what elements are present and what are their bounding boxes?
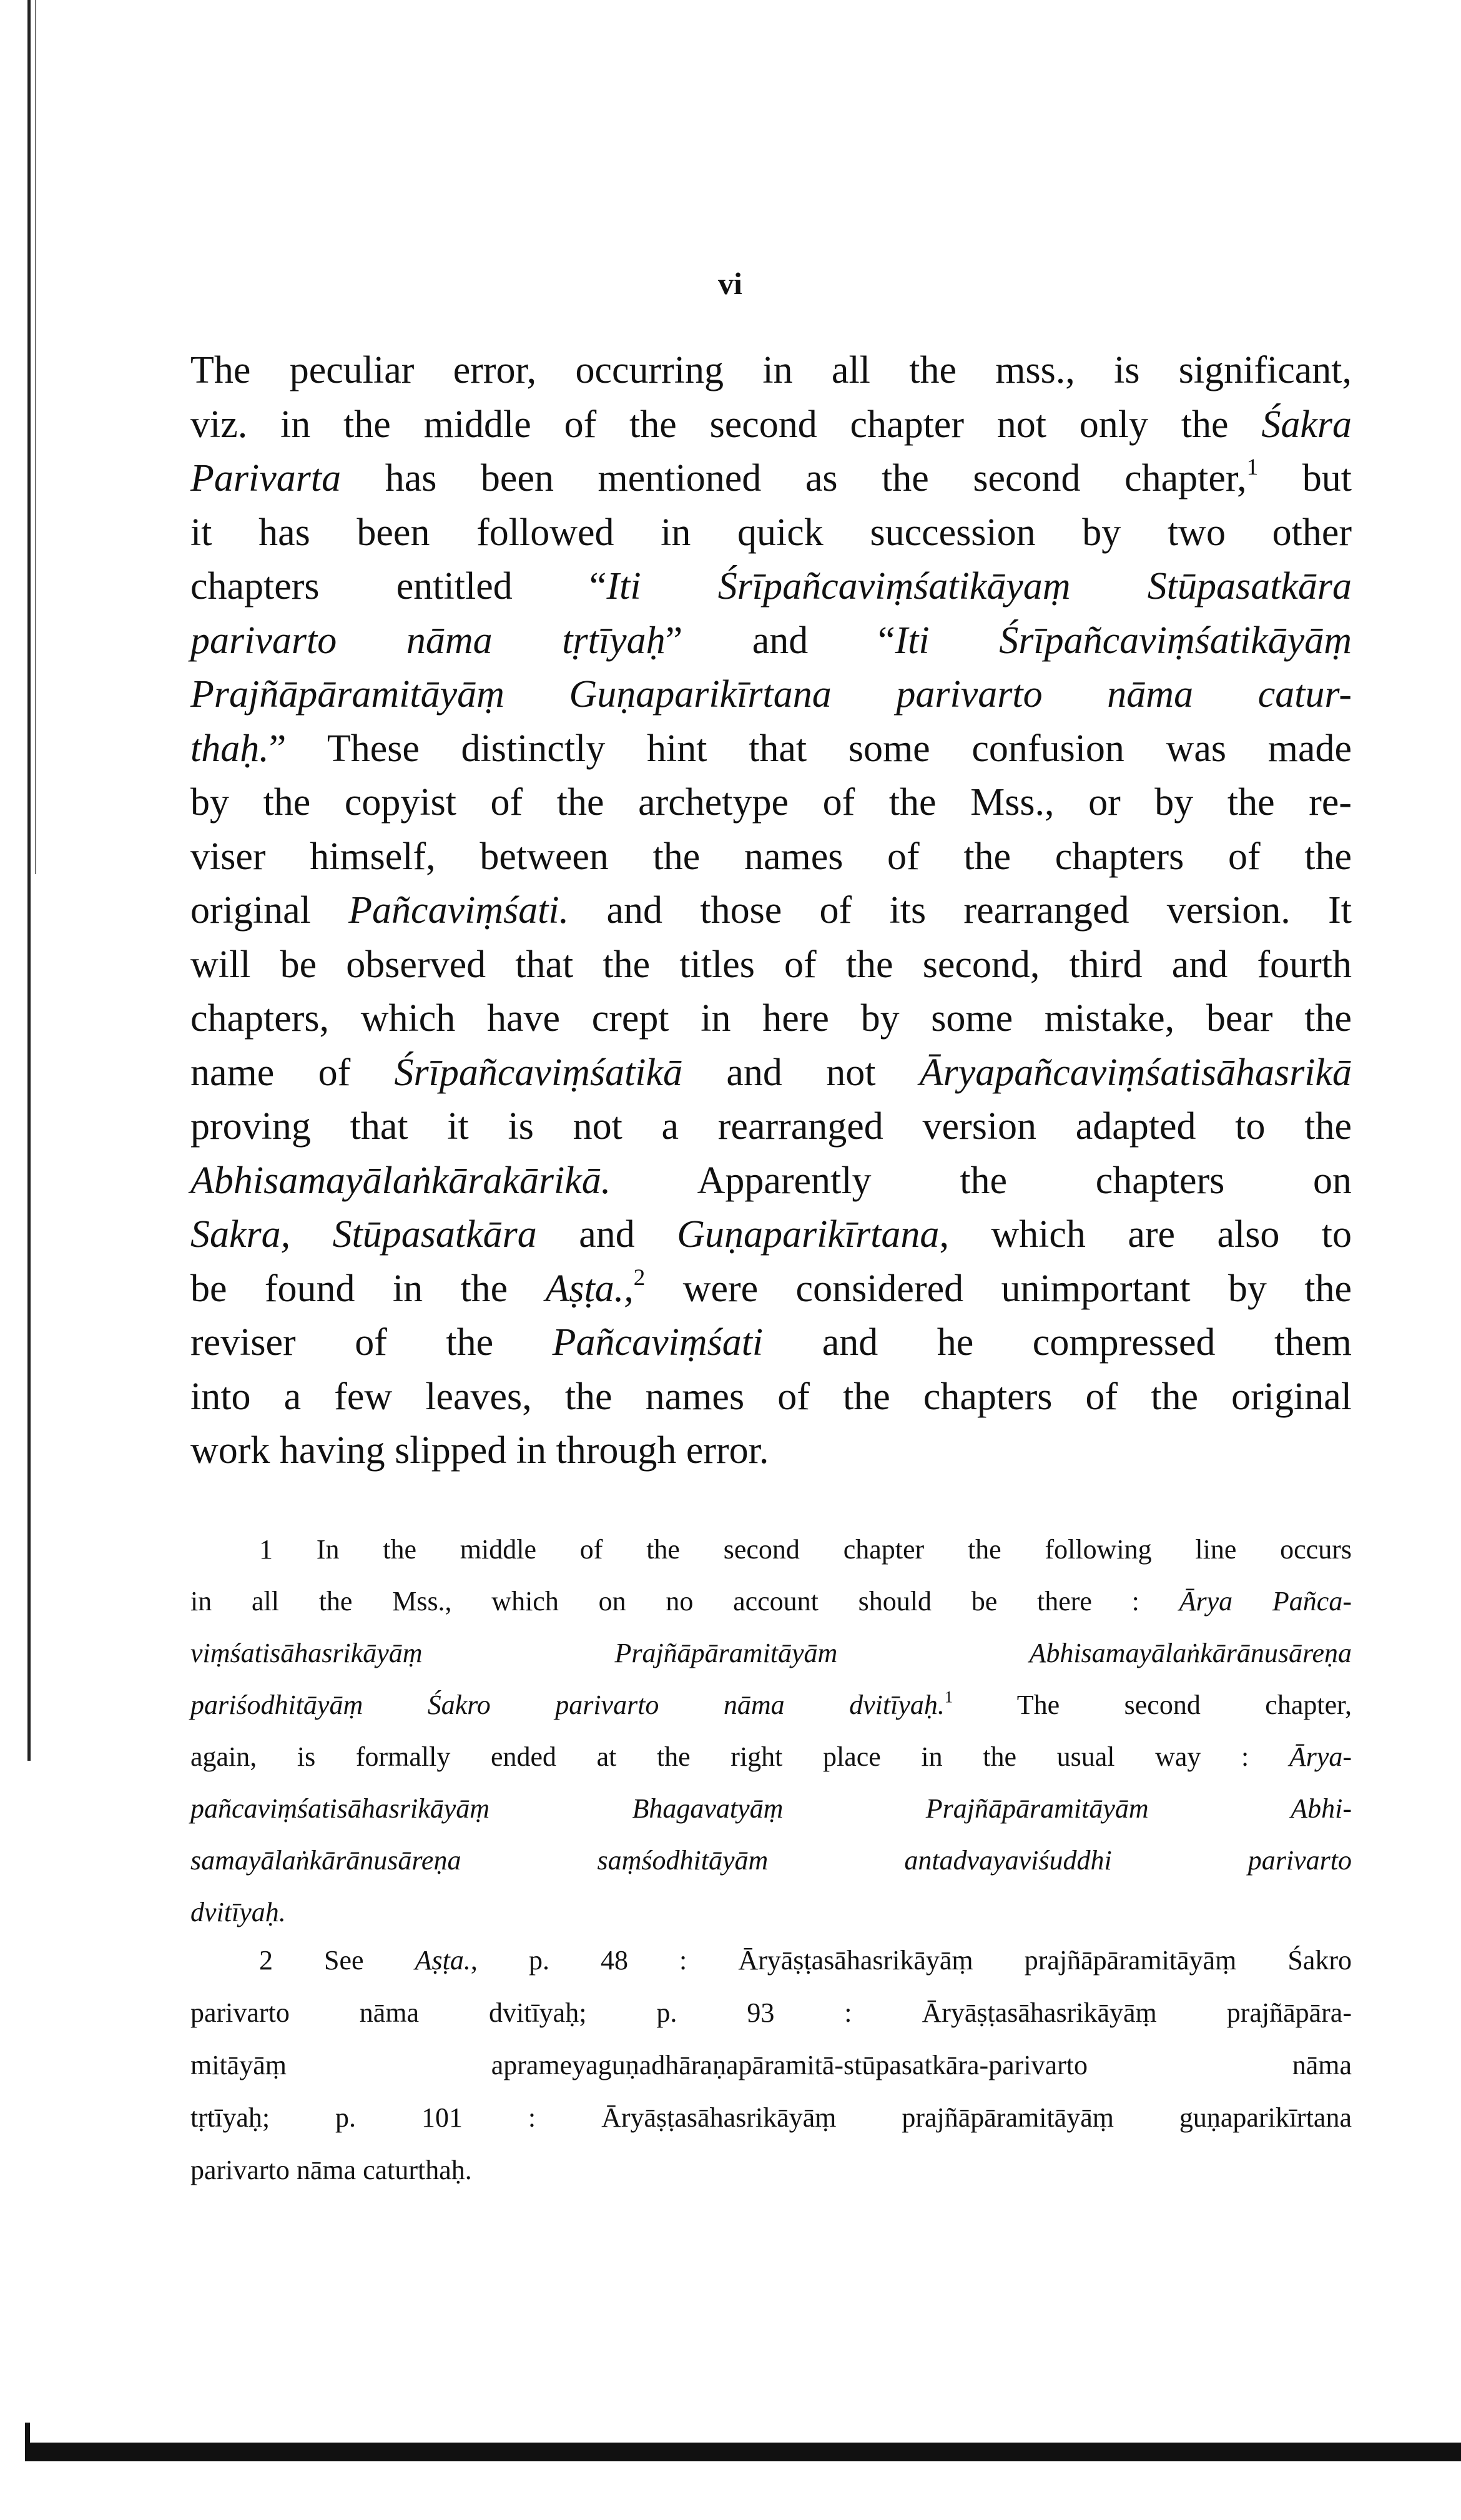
text-line bbox=[190, 1679, 1352, 1731]
text: tṛtīyaḥ; p. 101 : Āryāṣṭasāhasrikāyāṃ prajñāpāramitāyāṃ guṇaparikīrtana bbox=[190, 2102, 1352, 2133]
text-line bbox=[190, 722, 1352, 776]
text-line bbox=[190, 1783, 1352, 1834]
italic-text: thaḥ. bbox=[190, 727, 269, 770]
scan-left-edge-shadow bbox=[35, 0, 36, 874]
text-line bbox=[190, 614, 1352, 668]
italic-text: viṃśatisāhasrikāyāṃ Prajñāpāramitāyām Abhisamayālaṅkārānusāreṇa bbox=[190, 1638, 1352, 1668]
text: reviser of the bbox=[190, 1321, 553, 1364]
text-line bbox=[190, 1834, 1352, 1886]
text: were considered unimportant by the bbox=[645, 1267, 1352, 1310]
text: will be observed that the titles of the second, third and fourth bbox=[190, 943, 1352, 986]
text-line bbox=[190, 1575, 1352, 1627]
text-line bbox=[190, 2144, 1352, 2197]
text: viz. in the middle of the second chapter not only the bbox=[190, 403, 1262, 446]
text: , which are also to bbox=[939, 1213, 1352, 1256]
text-line bbox=[190, 506, 1352, 560]
italic-text: Prajñāpāramitāyāṃ Guṇaparikīrtana parivarto nāma catur- bbox=[190, 673, 1352, 716]
italic-text: samayālaṅkārānusāreṇa saṃśodhitāyām antadvayaviśuddhi parivarto bbox=[190, 1845, 1352, 1876]
text: The second chapter, bbox=[953, 1690, 1352, 1720]
text-line bbox=[190, 1316, 1352, 1370]
italic-text: Abhisamayālaṅkārakārikā. bbox=[190, 1159, 611, 1202]
text-line bbox=[190, 938, 1352, 992]
text: parivarto nāma dvitīyaḥ; p. 93 : Āryāṣṭasāhasrikāyāṃ prajñāpāra- bbox=[190, 1997, 1352, 2028]
text: and he compressed them bbox=[763, 1321, 1352, 1364]
text-line bbox=[190, 1523, 1352, 1575]
italic-text: parivarto nāma tṛtīyaḥ bbox=[190, 619, 666, 662]
page-number: vi bbox=[718, 266, 742, 301]
footnote-marker: 1 bbox=[1246, 454, 1259, 480]
text-line bbox=[190, 1262, 1352, 1316]
text: into a few leaves, the names of the chapters of the original bbox=[190, 1375, 1352, 1418]
text: by the copyist of the archetype of the Mss., or by the re- bbox=[190, 781, 1352, 824]
text: The peculiar error, occurring in all the mss., is significant, bbox=[190, 349, 1352, 391]
italic-text: Iti Śrīpañcaviṃśatikāyaṃ Stūpasatkāra bbox=[606, 565, 1352, 608]
text: ” These distinctly hint that some confusion was made bbox=[268, 727, 1352, 770]
text: chapters entitled “ bbox=[190, 565, 607, 608]
italic-text: Ārya- bbox=[1289, 1741, 1352, 1772]
text: proving that it is not a rearranged version adapted to the bbox=[190, 1105, 1352, 1148]
text-line bbox=[190, 992, 1352, 1046]
text: and those of its rearranged version. It bbox=[569, 889, 1352, 932]
text: and not bbox=[682, 1051, 920, 1094]
italic-text: Śakra bbox=[1261, 403, 1352, 446]
footnote-1 bbox=[190, 1523, 1352, 1938]
text: it has been followed in quick succession by two other bbox=[190, 511, 1352, 554]
text: original bbox=[190, 889, 349, 932]
footnote-2 bbox=[190, 1934, 1352, 2197]
italic-text: Śrīpañcaviṃśatikā bbox=[394, 1051, 683, 1094]
italic-text: Pañcaviṃśati. bbox=[348, 889, 569, 932]
text-line bbox=[190, 1046, 1352, 1100]
text-line bbox=[190, 1731, 1352, 1783]
scan-left-edge bbox=[27, 0, 31, 1761]
italic-text: pariśodhitāyāṃ Śakro parivarto nāma dvitīyaḥ. bbox=[190, 1690, 945, 1720]
italic-text: Ārya Pañca- bbox=[1179, 1586, 1352, 1617]
text: in all the Mss., which on no account should be there : bbox=[190, 1586, 1179, 1617]
text: 1 In the middle of the second chapter the following line occurs bbox=[259, 1534, 1352, 1565]
text-line bbox=[190, 451, 1352, 506]
text: 2 See bbox=[259, 1945, 415, 1976]
text-line bbox=[190, 1934, 1352, 1987]
text-line bbox=[190, 775, 1352, 830]
text-line bbox=[190, 1627, 1352, 1679]
text-line bbox=[190, 1208, 1352, 1262]
text: name of bbox=[190, 1051, 395, 1094]
text: parivarto nāma caturthaḥ. bbox=[190, 2155, 472, 2185]
text-line bbox=[190, 830, 1352, 884]
text-line bbox=[190, 1370, 1352, 1424]
text: chapters, which have crept in here by some mistake, bear the bbox=[190, 997, 1352, 1040]
italic-text: Sakra, Stūpasatkāra bbox=[190, 1213, 537, 1256]
text: mitāyāṃ aprameyaguṇadhāraṇapāramitā-stūpasatkāra-parivarto nāma bbox=[190, 2050, 1352, 2080]
text-line bbox=[190, 2039, 1352, 2092]
italic-text: Guṇaparikīrtana bbox=[677, 1213, 940, 1256]
italic-text: Aṣṭa. bbox=[415, 1945, 471, 1976]
text-line bbox=[190, 2092, 1352, 2144]
italic-text: dvitīyaḥ. bbox=[190, 1897, 286, 1927]
text: and bbox=[536, 1213, 677, 1256]
scan-bottom-edge bbox=[25, 2443, 1461, 2461]
text-line bbox=[190, 559, 1352, 614]
text: work having slipped in through error. bbox=[190, 1429, 769, 1472]
text-line bbox=[190, 1424, 1352, 1478]
text: again, is formally ended at the right place in the usual way : bbox=[190, 1741, 1289, 1772]
italic-text: Aṣṭa., bbox=[545, 1267, 634, 1310]
text-line bbox=[190, 398, 1352, 452]
italic-text: pañcaviṃśatisāhasrikāyāṃ Bhagavatyāṃ Prajñāpāramitāyām Abhi- bbox=[190, 1793, 1352, 1824]
italic-text: Parivarta bbox=[190, 457, 342, 500]
text: but bbox=[1258, 457, 1352, 500]
text-line bbox=[190, 1154, 1352, 1208]
text: ” and “ bbox=[665, 619, 895, 662]
footnote-marker: 2 bbox=[633, 1264, 646, 1291]
text: viser himself, between the names of the chapters of the bbox=[190, 835, 1352, 878]
text-line bbox=[190, 1886, 1352, 1938]
body-paragraph bbox=[190, 343, 1352, 1478]
text-line bbox=[190, 343, 1352, 398]
text-line bbox=[190, 1987, 1352, 2039]
text-line bbox=[190, 1100, 1352, 1154]
text-line bbox=[190, 667, 1352, 722]
text: Apparently the chapters on bbox=[611, 1159, 1352, 1202]
text: be found in the bbox=[190, 1267, 546, 1310]
footnote-marker: 1 bbox=[944, 1687, 953, 1706]
text-line bbox=[190, 883, 1352, 938]
text: has been mentioned as the second chapter, bbox=[341, 457, 1247, 500]
text: , p. 48 : Āryāṣṭasāhasrikāyāṃ prajñāpāramitāyāṃ Śakro bbox=[470, 1945, 1352, 1976]
italic-text: Iti Śrīpañcaviṃśatikāyāṃ bbox=[895, 619, 1352, 662]
italic-text: Pañcaviṃśati bbox=[552, 1321, 764, 1364]
italic-text: Āryapañcaviṃśatisāhasrikā bbox=[919, 1051, 1352, 1094]
